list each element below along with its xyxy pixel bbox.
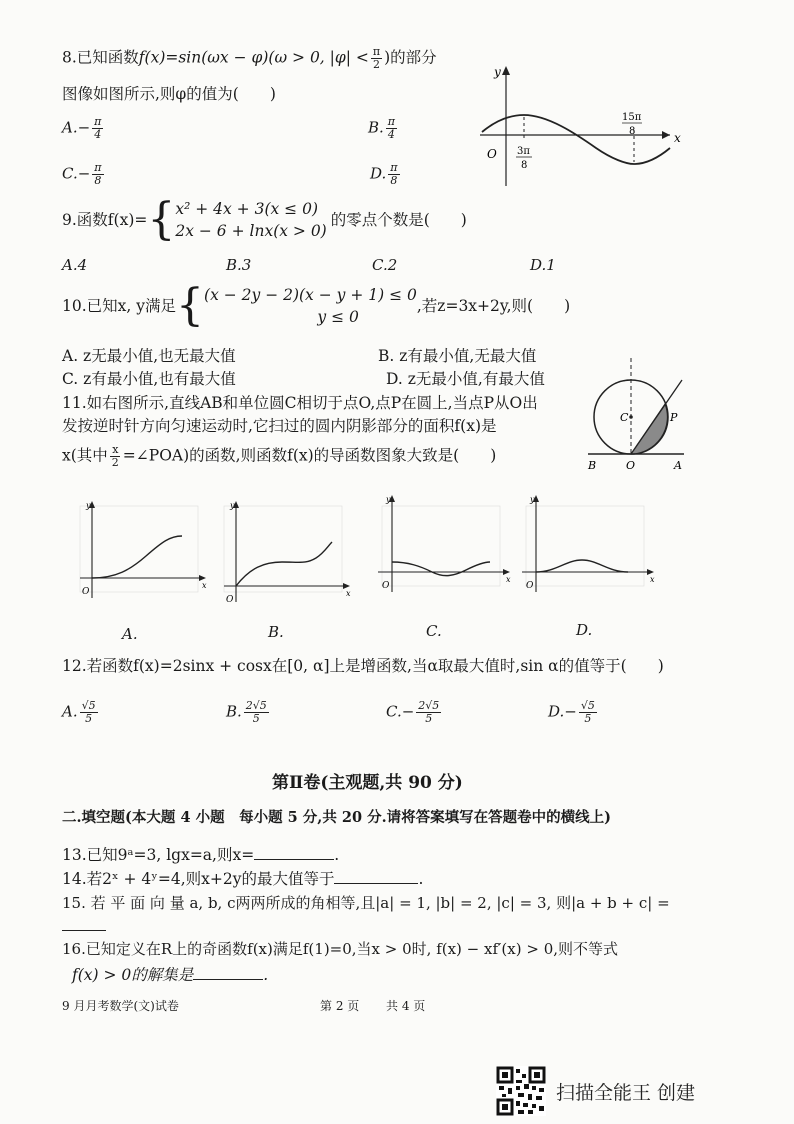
q12-option-c: C.− $\frac{2√5}{5}$ [386,699,440,725]
q11-graph-d [516,492,656,602]
scanner-watermark-text: 扫描全能王 创建 [556,1082,696,1104]
footer-total: 共 4 页 [386,999,426,1013]
footer-left: 9 月月考数学(文)试卷 [62,999,179,1013]
q8-sine-graph [476,62,686,190]
q8-stem-line1: 8.已知函数f(x)=sin(ωx − φ)(ω > 0, |φ| < $\frac{\pi}{2}$ )的部分 [62,45,437,71]
q12-option-d: D.− $\frac{√5}{5}$ [548,699,595,725]
q10-stem: 10.已知x, y满足 { (x − 2y − 2)(x − y + 1) ≤ 0 y ≤ 0 ,若z=3x+2y,则( ) [62,280,571,331]
q11-graph-a [70,498,210,608]
q10-option-c: C. z有最小值,也有最大值 [62,370,236,388]
q12-option-b: B. $\frac{2√5}{5}$ [226,699,267,725]
svg-text:x: x [202,581,207,590]
q11-label-b: B [588,459,597,472]
q9-option-c: C.2 [372,256,398,274]
q8-tick2-den: 8 [629,126,636,137]
q11-graph-label-a: A. [122,625,138,643]
q8-x-label: x [674,131,681,145]
svg-text:y: y [386,495,391,504]
q10-option-d: D. z无最小值,有最大值 [386,370,545,388]
q8-tick2-num: 15π [622,112,642,123]
q16-line1: 16.已知定义在R上的奇函数f(x)满足f(1)=0,当x > 0时, f(x) − xf′(x) > 0,则不等式 [62,940,619,958]
q12-option-a: A. $\frac{√5}{5}$ [62,699,96,725]
q8-stem-line2: 图像如图所示,则φ的值为( ) [62,85,276,103]
q11-line3: x(其中 $\frac{x}{2}$ =∠POA)的函数,则函数f(x)的导函数图象大致是( ) [62,443,497,469]
svg-text:O: O [82,587,90,597]
q11-label-c: C [620,411,629,424]
q8-y-label: y [494,65,501,79]
qr-code-icon [496,1066,546,1116]
q10-option-b: B. z有最小值,无最大值 [378,347,537,365]
q8-option-c: C.− $\frac{\pi}{8}$ [62,161,102,187]
svg-text:y: y [230,501,235,510]
q8-curve [482,115,670,164]
q11-graph-c [372,492,512,602]
q11-graph-label-d: D. [576,621,593,639]
section2-header: 二.填空题(本大题 4 小题 每小题 5 分,共 20 分.请将答案填写在答题卷中的横线上) [62,809,612,826]
q11-graph-b [214,498,354,608]
q15: 15. 若 平 面 向 量 a, b, c两两所成的角相等,且|a| = 1, |b| = 2, |c| = 3, 则|a + b + c| = [62,894,670,912]
svg-text:x: x [506,575,511,584]
q12-stem: 12.若函数f(x)=2sinx + cosx在[0, α]上是增函数,当α取最大值时,sin α的值等于( ) [62,657,664,675]
q9-option-b: B.3 [226,256,252,274]
svg-text:O: O [226,595,234,605]
footer-page: 第 2 页 [320,999,360,1013]
q11-circle-figure [586,352,686,474]
q8-y-arrow [502,66,510,75]
q10-option-a: A. z无最小值,也无最大值 [62,347,236,365]
q11-label-a: A [674,459,682,472]
q13: 13.已知9ᵃ=3, lgx=a,则x= . [62,846,340,864]
q16-answer-blank [193,965,263,980]
svg-text:y: y [86,501,91,510]
q8-origin: O [487,147,497,161]
q11-line2: 发按逆时针方向匀速运动时,它扫过的圆内阴影部分的面积f(x)是 [62,417,497,435]
q8-x-arrow [662,131,670,139]
q15-answer-blank [62,916,106,935]
svg-text:O: O [526,581,534,591]
q11-graph-label-b: B. [268,623,284,641]
section2-title: 第Ⅱ卷(主观题,共 90 分) [272,773,463,793]
q11-label-p: P [670,411,678,424]
q9-option-a: A.4 [62,256,88,274]
q14-answer-blank [334,869,418,884]
q13-answer-blank [254,845,334,860]
q9-option-d: D.1 [530,256,556,274]
svg-text:x: x [650,575,655,584]
q16-line2: f(x) > 0的解集是 . [72,966,269,984]
q8-tick1-den: 8 [521,160,528,171]
q11-graph-label-c: C. [426,622,442,640]
svg-text:x: x [346,589,351,598]
q8-option-a: A.− $\frac{\pi}{4}$ [62,115,102,141]
svg-text:y: y [530,495,535,504]
q9-stem: 9.函数f(x)= { x² + 4x + 3(x ≤ 0) 2x − 6 + lnx(x > 0) 的零点个数是( ) [62,194,467,245]
q8-tick1-num: 3π [517,146,530,157]
q8-option-b: B. $\frac{\pi}{4}$ [368,115,396,141]
svg-text:O: O [382,581,390,591]
q8-option-d: D. $\frac{\pi}{8}$ [370,161,398,187]
q11-label-o: O [626,459,636,472]
q14: 14.若2ˣ + 4ʸ=4,则x+2y的最大值等于 . [62,870,424,888]
q11-line1: 11.如右图所示,直线AB和单位圆C相切于点O,点P在圆上,当点P从O出 [62,394,538,412]
